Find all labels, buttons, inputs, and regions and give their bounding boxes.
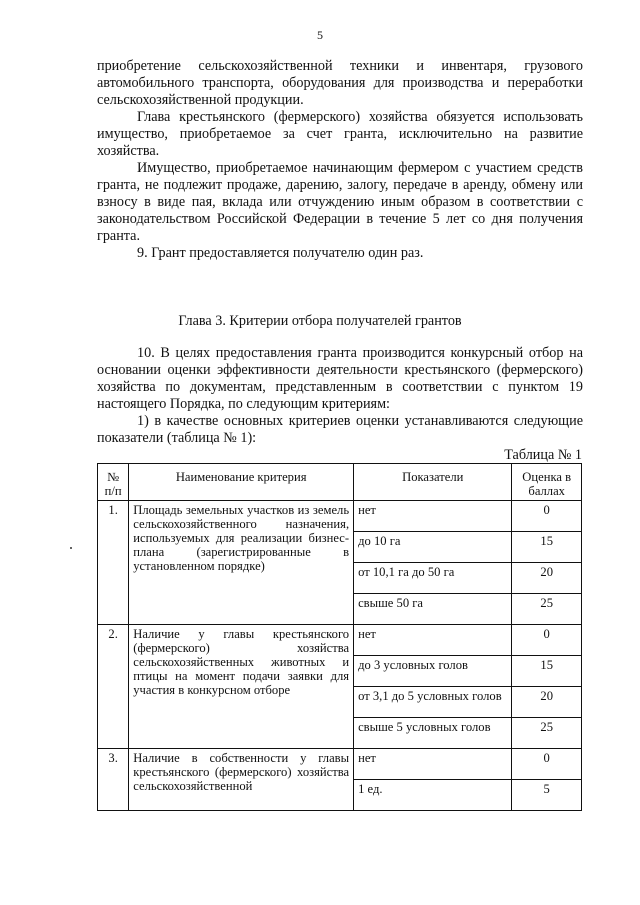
- row-indicator: до 10 га: [354, 532, 512, 563]
- row-num: 1.: [98, 501, 129, 625]
- margin-dot: [70, 547, 72, 549]
- paragraph: 9. Грант предоставляется получателю один раз.: [137, 245, 424, 261]
- table-row: [98, 625, 582, 656]
- row-indicator: нет: [354, 749, 512, 780]
- header-score: Оценка в баллах: [512, 464, 582, 501]
- header-num: № п/п: [98, 464, 129, 501]
- table-row: [98, 501, 582, 532]
- row-score: 0: [512, 501, 582, 532]
- row-score: 15: [512, 532, 582, 563]
- table-row: [98, 749, 582, 780]
- header-indicator: Показатели: [354, 464, 512, 501]
- row-num: 2.: [98, 625, 129, 749]
- row-criterion: Площадь земельных участков из земель сельскохозяйственного назначения, используемых для реализации бизнес-плана (зарегистрированные в установленном порядке): [129, 501, 354, 625]
- row-score: 25: [512, 594, 582, 625]
- row-score: 0: [512, 749, 582, 780]
- paragraph: 10. В целях предоставления гранта производится конкурсный отбор на основании оценки эффективности деятельности крестьянского (фермерского) хозяйства по документам, представленным в соответствии с пунктом 19 настоящего Порядка, по следующим критериям:: [97, 345, 583, 412]
- paragraph: Глава крестьянского (фермерского) хозяйства обязуется использовать имущество, приобретаемое за счет гранта, исключительно на развитие хозяйства.: [97, 109, 583, 159]
- row-score: 0: [512, 625, 582, 656]
- row-score: 20: [512, 687, 582, 718]
- row-indicator: от 10,1 га до 50 га: [354, 563, 512, 594]
- row-criterion: Наличие у главы крестьянского (фермерского) хозяйства сельскохозяйственных животных и птицы на момент подачи заявки для участия в конкурсном отборе: [129, 625, 354, 749]
- header-criterion: Наименование критерия: [129, 464, 354, 501]
- body-text-bottom: [97, 345, 583, 447]
- body-text-top: [97, 58, 583, 262]
- table-caption: Таблица № 1: [504, 447, 582, 463]
- row-indicator: свыше 5 условных голов: [354, 718, 512, 749]
- row-num: 3.: [98, 749, 129, 811]
- paragraph: Имущество, приобретаемое начинающим фермером с участием средств гранта, не подлежит продаже, дарению, залогу, передаче в аренду, обмену или взносу в виде пая, вклада или отчуждению иным образом в соответствии с законодательством Российской Федерации в течение 5 лет со дня получения гранта.: [97, 160, 583, 244]
- row-indicator: нет: [354, 625, 512, 656]
- row-score: 25: [512, 718, 582, 749]
- row-score: 5: [512, 780, 582, 811]
- criteria-table: [97, 463, 582, 811]
- row-indicator: свыше 50 га: [354, 594, 512, 625]
- row-indicator: до 3 условных голов: [354, 656, 512, 687]
- row-indicator: 1 ед.: [354, 780, 512, 811]
- row-criterion: Наличие в собственности у главы крестьянского (фермерского) хозяйства сельскохозяйственной: [129, 749, 354, 811]
- table-header-row: [98, 464, 582, 501]
- row-indicator: нет: [354, 501, 512, 532]
- paragraph: приобретение сельскохозяйственной техники и инвентаря, грузового автомобильного транспорта, оборудования для производства и переработки сельскохозяйственной продукции.: [97, 58, 583, 108]
- page-number: 5: [317, 28, 323, 42]
- row-indicator: от 3,1 до 5 условных голов: [354, 687, 512, 718]
- chapter-heading: Глава 3. Критерии отбора получателей грантов: [178, 313, 462, 329]
- paragraph: 1) в качестве основных критериев оценки устанавливаются следующие показатели (таблица № 1):: [97, 413, 583, 446]
- row-score: 15: [512, 656, 582, 687]
- row-score: 20: [512, 563, 582, 594]
